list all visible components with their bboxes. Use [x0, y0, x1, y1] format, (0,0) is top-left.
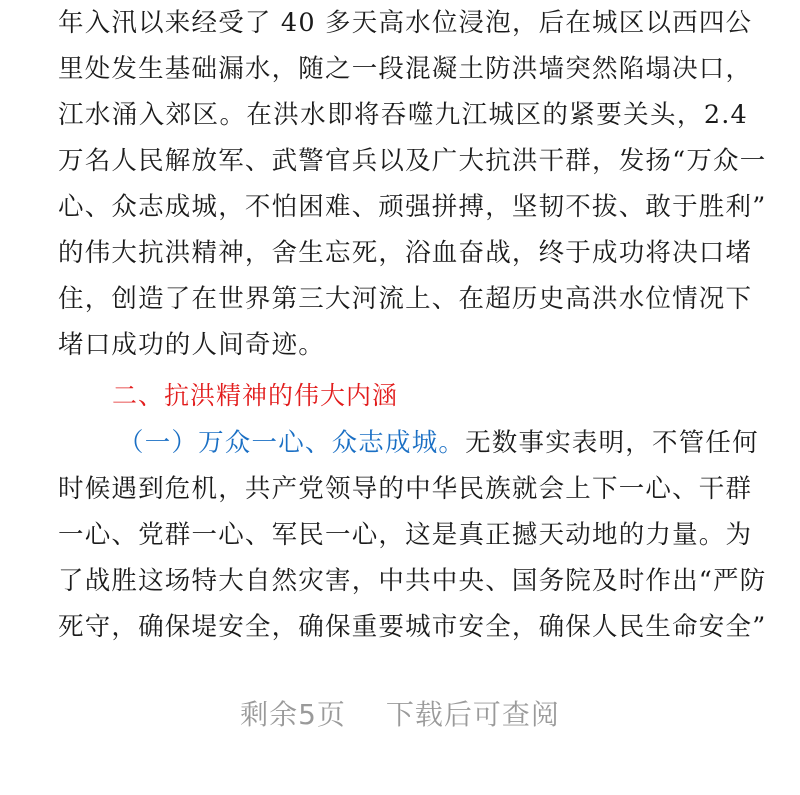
section-heading: 二、抗洪精神的伟大内涵	[112, 381, 399, 410]
paragraph-first-line	[58, 420, 759, 466]
document-page	[58, 0, 767, 650]
paragraph-line: 住，创造了在世界第三大河流上、在超历史高洪水位情况下	[58, 284, 753, 314]
remaining-pages-label[interactable]: 剩余5页	[240, 698, 346, 731]
subheading: （一）万众一心、众志成城。	[118, 428, 466, 458]
paragraph-line: 一心、党群一心、军民一心，这是真正撼天动地的力量。为	[58, 520, 753, 550]
paragraph-text: 无数事实表明，不管任何	[465, 428, 759, 458]
paragraph-line: 死守，确保堤安全，确保重要城市安全，确保人民生命安全”	[58, 612, 767, 642]
paragraph-line: 堵口成功的人间奇迹。	[58, 330, 326, 360]
paragraph-line: 心、众志成城，不怕困难、顽强拼搏，坚韧不拔、敢于胜利”	[58, 192, 767, 222]
paragraph-line: 里处发生基础漏水，随之一段混凝土防洪墙突然陷塌决口，	[58, 54, 753, 84]
paragraph-line: 的伟大抗洪精神，舍生忘死，浴血奋战，终于成功将决口堵	[58, 238, 753, 268]
download-to-view-link[interactable]: 下载后可查阅	[385, 698, 560, 731]
paragraph-line: 了战胜这场特大自然灾害，中共中央、国务院及时作出“严防	[58, 566, 767, 596]
paragraph-line: 江水涌入郊区。在洪水即将吞噬九江城区的紧要关头，2.4	[58, 100, 748, 130]
download-banner[interactable]	[0, 693, 800, 749]
paragraph-line: 年入汛以来经受了 40 多天高水位浸泡，后在城区以西四公	[58, 8, 753, 38]
paragraph-line: 万名人民解放军、武警官兵以及广大抗洪干群，发扬“万众一	[58, 146, 767, 176]
paragraph-line: 时候遇到危机，共产党领导的中华民族就会上下一心、干群	[58, 474, 753, 504]
